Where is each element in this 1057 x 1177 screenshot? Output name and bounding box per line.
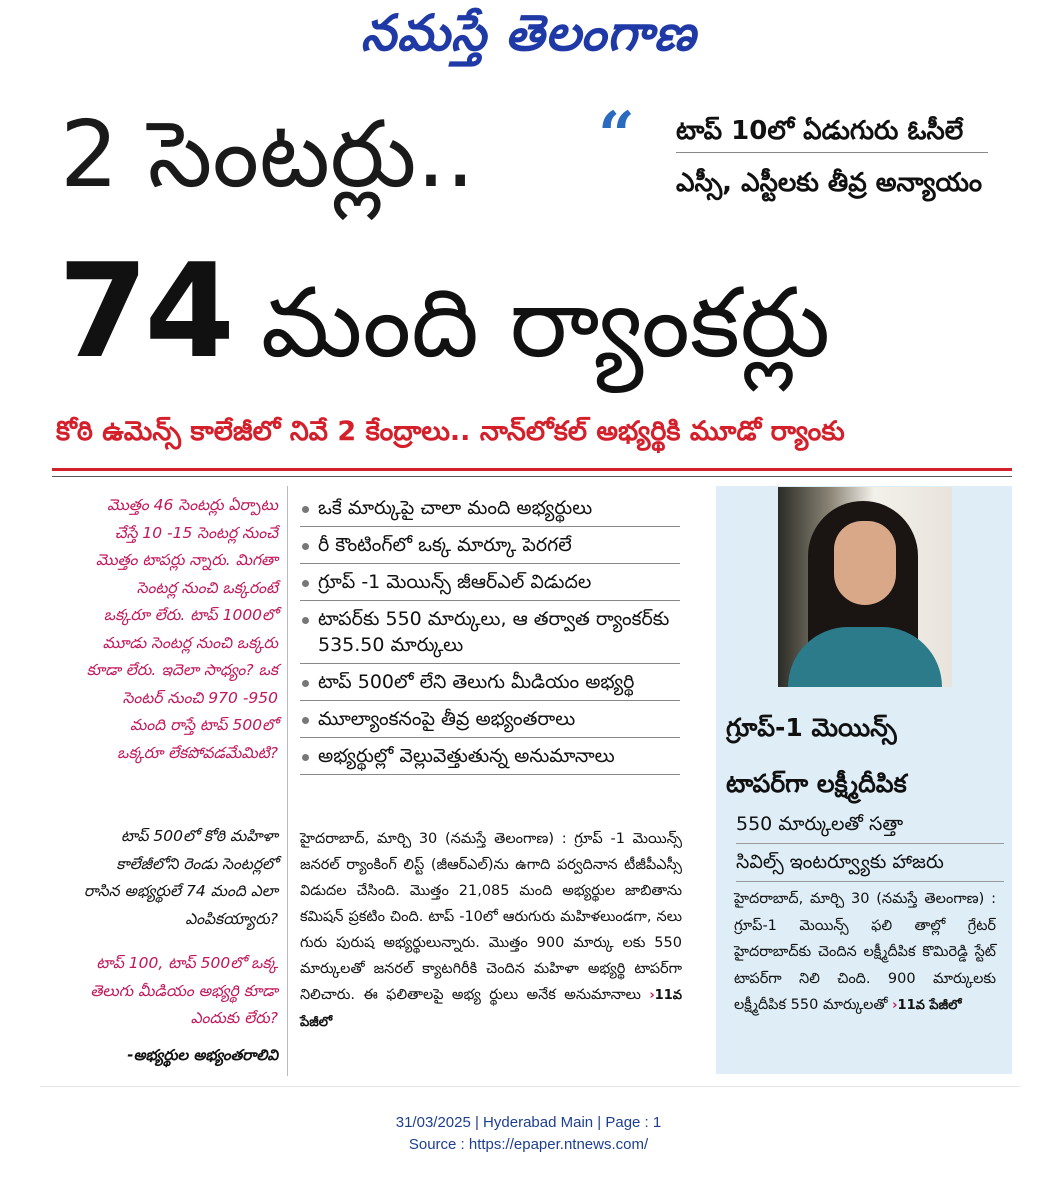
article-body	[300, 826, 682, 1036]
profile-subtitle-line-2: సివిల్స్ ఇంటర్వ్యూకు హాజరు	[736, 844, 1004, 882]
profile-title-line-2: టాపర్‌గా లక్ష్మీదీపిక	[726, 769, 907, 798]
masthead-logo: నమస్తే తెలంగాణ	[360, 4, 697, 62]
profile-continued-link[interactable]: 11వ పేజీలో	[897, 998, 962, 1013]
section-divider-thin	[52, 476, 1012, 477]
objection-block-2: టాప్ 500లో కోఠి మహిళా కాలేజీలోని రెండు సెంటర్లలో రాసిన అభ్యర్థులే 74 మంది ఎలా ఎంపికయ్యారు?	[83, 827, 278, 928]
continued-arrow-icon: ›	[892, 998, 898, 1013]
side-quote-line-2: ఎస్సీ, ఎస్టీలకు తీవ్ర అన్యాయం	[676, 168, 983, 198]
objection-block-3: టాప్ 100, టాప్ 500లో ఒక్క తెలుగు మీడియం అభ్యర్థి కూడా ఎందుకు లేరు?	[90, 954, 278, 1027]
headline-number: 74	[58, 235, 231, 387]
column-divider	[287, 486, 288, 1076]
quote-icon: “	[598, 98, 635, 173]
list-item: టాపర్‌కు 550 మార్కులు, ఆ తర్వాత ర్యాంకర్‌కు 535.50 మార్కులు	[300, 601, 680, 664]
list-item: మూల్యాంకనంపై తీవ్ర అభ్యంతరాలు	[300, 701, 680, 738]
list-item: టాప్ 500లో లేని తెలుగు మీడియం అభ్యర్థి	[300, 664, 680, 701]
article-continued-link[interactable]: 11వ పేజీలో	[300, 988, 683, 1030]
side-quote-line-1: టాప్ 10లో ఏడుగురు ఓసీలే	[676, 116, 964, 146]
profile-photo	[778, 487, 952, 687]
profile-subtitle-line-1: 550 మార్కులతో సత్తా	[736, 806, 1004, 844]
profile-text: హైదరాబాద్, మార్చి 30 (నమస్తే తెలంగాణ) : గ్రూప్-1 మెయిన్స్ ఫలి తాల్లో గ్రేటర్ హైదరాబాద్‌కు చెందిన లక్ష్మీదీపిక కొమిరెడ్డి స్టేట్ టాపర్‌గా నిలి చింది. 900 మార్కులకు లక్ష్మీదీపిక 550 మార్కులతో	[734, 891, 996, 1013]
side-quote-divider	[676, 152, 988, 153]
headline-line-1: 2 సెంటర్లు..	[60, 101, 475, 208]
section-divider-red	[52, 468, 1012, 471]
page-bottom-rule	[40, 1086, 1020, 1087]
highlights-list	[300, 490, 680, 775]
continued-arrow-icon: ›	[649, 988, 655, 1003]
list-item: రీ కౌంటింగ్‌లో ఒక్క మార్కూ పెరగలే	[300, 527, 680, 564]
headline-line-2-text: మంది ర్యాంకర్లు	[260, 267, 831, 379]
profile-body	[734, 886, 996, 1020]
subheadline: కోఠి ఉమెన్స్ కాలేజీలో నివే 2 కేంద్రాలు.. నాన్‌లోకల్ అభ్యర్థికి మూడో ర్యాంకు	[56, 416, 845, 447]
profile-subtitle	[736, 806, 1004, 882]
footer-date-edition: 31/03/2025 | Hyderabad Main | Page : 1	[395, 1114, 662, 1131]
profile-title-line-1: గ్రూప్-1 మెయిన్స్	[726, 713, 897, 742]
article-text: హైదరాబాద్, మార్చి 30 (నమస్తే తెలంగాణ) : గ్రూప్ -1 మెయిన్స్ జనరల్ ర్యాంకింగ్ లిస్ట్ (జీఆర్‌ఎల్)ను ఉగాది పర్వదినాన టీజీపీఎస్సీ విడుదల చేసింది. మొత్తం 21,085 మంది అభ్యర్థుల జాబితాను కమిషన్ ప్రకటిం చింది. టాప్ -10లో ఆరుగురు మహిళలుండగా, నలు గురు పురుష అభ్యర్థులున్నారు. మొత్తం 900 మార్కు లకు 550 మార్కులతో జనరల్ క్యాటగిరీకి చెందిన మహిళా అభ్యర్థి టాపర్‌గా నిలిచారు. ఈ ఫలితాలపై అభ్య ర్థులు అనేక అనుమానాలు	[300, 831, 682, 1003]
profile-title	[726, 700, 1006, 812]
objection-block-1: మొత్తం 46 సెంటర్లు ఏర్పాటు చేస్తే 10 -15 సెంటర్ల నుంచే మొత్తం టాపర్లు న్నారు. మిగతా సెంటర్ల నుంచి ఒక్కరంటే ఒక్కరూ లేరు. టాప్ 1000లో మూడు సెంటర్ల నుంచి ఒక్కరు కూడా లేరు. ఇదెలా సాధ్యం? ఒక సెంటర్ నుంచి 970 -950 మంది రాస్తే టాప్ 500లో ఒక్కరూ లేకపోవడమేమిటి?	[86, 496, 278, 762]
objections-byline: -అభ్యర్థుల అభ్యంతరాలివి	[127, 1046, 278, 1064]
list-item: అభ్యర్థుల్లో వెల్లువెత్తుతున్న అనుమానాలు	[300, 738, 680, 775]
footer-source[interactable]: Source : https://epaper.ntnews.com/	[408, 1136, 649, 1153]
headline-line-2	[58, 236, 830, 398]
page-footer	[0, 1112, 1057, 1156]
list-item: ఒకే మార్కుపై చాలా మంది అభ్యర్థులు	[300, 490, 680, 527]
list-item: గ్రూప్ -1 మెయిన్స్ జీఆర్‌ఎల్ విడుదల	[300, 564, 680, 601]
